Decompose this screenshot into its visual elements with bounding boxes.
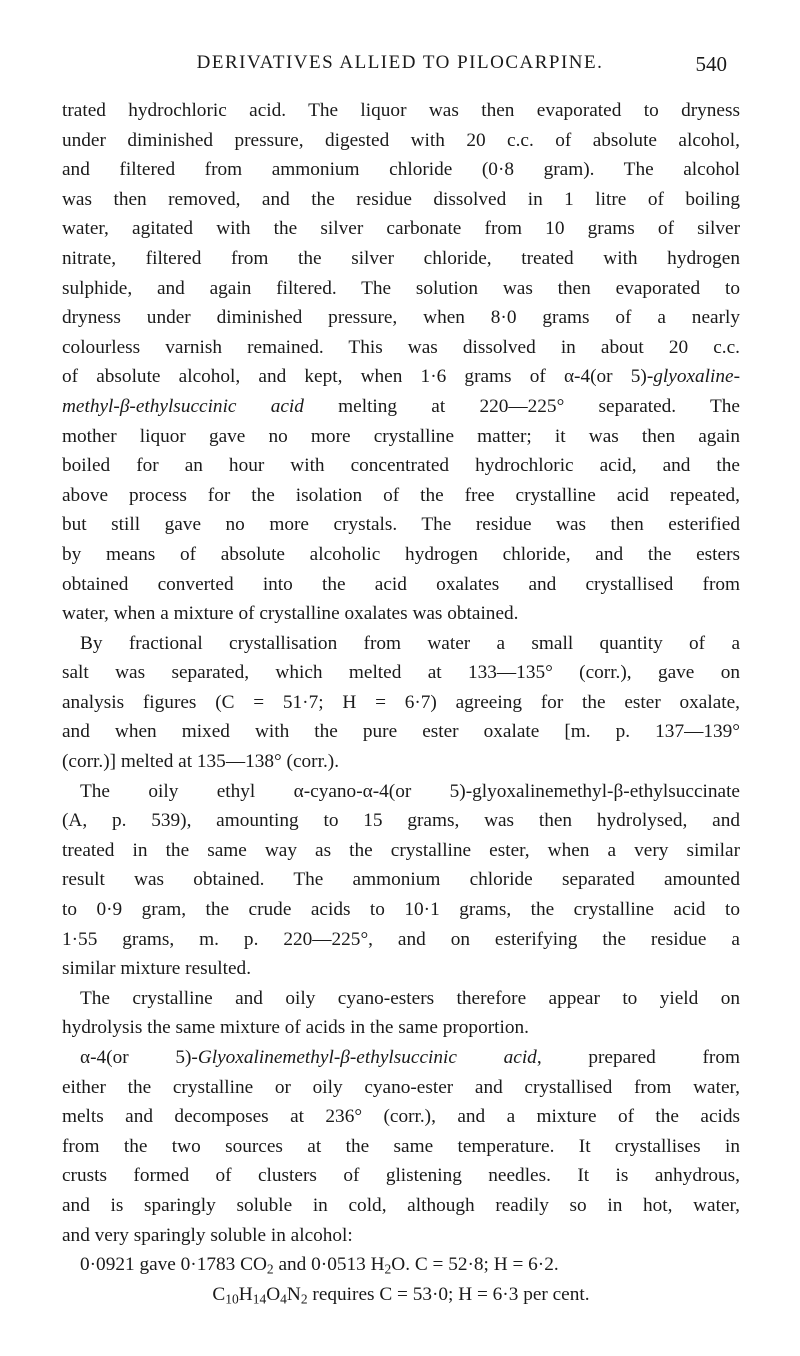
text-line	[62, 274, 740, 304]
text-run: but still gave no more crystals. The residue was then esterified	[62, 514, 740, 536]
subscript: 10	[225, 1291, 239, 1307]
text-run: melts and decomposes at 236° (corr.), and a mixture of the acids	[62, 1106, 740, 1128]
text-run: boiled for an hour with concentrated hydrochloric acid, and the	[62, 455, 740, 477]
italic-text: methyl-β-ethylsuccinic acid	[62, 395, 304, 417]
text-run: and is sparingly soluble in cold, although readily so in hot, water,	[62, 1194, 740, 1216]
text-run: crusts formed of clusters of glistening needles. It is anhydrous,	[62, 1165, 740, 1187]
text-run: by means of absolute alcoholic hydrogen chloride, and the esters	[62, 543, 740, 565]
text-run: The oily ethyl α-cyano-α-4(or 5)-glyoxalinemethyl-β-ethylsuccinate	[80, 780, 740, 802]
text-line	[62, 214, 740, 244]
text-line	[62, 954, 740, 984]
text-line	[62, 747, 740, 777]
text-line	[62, 925, 740, 955]
text-run: either the crystalline or oily cyano-ester and crystallised from water,	[62, 1076, 740, 1098]
text-line	[62, 1132, 740, 1162]
running-title: DERIVATIVES ALLIED TO PILOCARPINE.	[196, 52, 604, 73]
text-line	[62, 422, 740, 452]
text-line	[62, 1013, 740, 1043]
text-run: water, agitated with the silver carbonate from 10 grams of silver	[62, 218, 740, 240]
text-run: (corr.)] melted at 135—138° (corr.).	[62, 751, 340, 773]
text-run: dryness under diminished pressure, when 8·0 grams of a nearly	[62, 307, 740, 329]
text-run: analysis figures (C = 51·7; H = 6·7) agreeing for the ester oxalate,	[62, 691, 740, 713]
text-line	[62, 806, 740, 836]
text-line	[62, 392, 740, 422]
text-run: The crystalline and oily cyano-esters therefore appear to yield on	[80, 987, 740, 1009]
text-line	[62, 96, 740, 126]
text-line	[62, 1191, 740, 1221]
text-run: hydrolysis the same mixture of acids in the same proportion.	[62, 1017, 529, 1039]
italic-text: Glyoxalinemethyl-β-ethylsuccinic acid	[197, 1047, 537, 1068]
text-line	[62, 1073, 740, 1103]
text-line	[62, 362, 740, 392]
text-run: requires C = 53·0; H = 6·3 per cent.	[307, 1283, 590, 1305]
text-line	[62, 895, 740, 925]
subscript: 2	[300, 1291, 308, 1307]
text-line	[62, 1102, 740, 1132]
text-run: water, when a mixture of crystalline oxalates was obtained.	[62, 603, 519, 625]
text-line	[62, 510, 740, 540]
text-run: obtained converted into the acid oxalates and crystallised from	[62, 573, 740, 595]
text-run: from the two sources at the same temperature. It crystallises in	[62, 1135, 740, 1157]
text-run: By fractional crystallisation from water a small quantity of a	[80, 632, 740, 654]
subscript: 2	[266, 1261, 274, 1277]
text-line	[62, 481, 740, 511]
text-line	[62, 244, 740, 274]
text-line	[62, 540, 740, 570]
text-run: under diminished pressure, digested with 20 c.c. of absolute alcohol,	[62, 129, 740, 151]
text-run: mother liquor gave no more crystalline matter; it was then again	[62, 425, 740, 447]
text-line	[62, 658, 740, 688]
text-line	[62, 451, 740, 481]
text-run: of absolute alcohol, and kept, when 1·6 grams of α-4(or 5)-	[62, 366, 654, 388]
text-run: (A, p. 539), amounting to 15 grams, was then hydrolysed, and	[62, 810, 740, 832]
text-run: trated hydrochloric acid. The liquor was then evaporated to dryness	[62, 100, 740, 121]
text-run: result was obtained. The ammonium chloride separated amounted	[62, 869, 740, 891]
subscript: 14	[252, 1291, 267, 1307]
subscript: 4	[280, 1291, 287, 1307]
text-run: H	[238, 1283, 253, 1305]
text-run: treated in the same way as the crystalline ester, when a very similar	[62, 839, 740, 861]
text-run: and filtered from ammonium chloride (0·8 gram). The alcohol	[62, 159, 740, 181]
text-run: N	[286, 1283, 301, 1305]
text-line	[62, 1250, 740, 1280]
text-run: and very sparingly soluble in alcohol:	[62, 1224, 353, 1246]
text-run: melting at 220—225° separated. The	[303, 395, 740, 417]
text-run: above process for the isolation of the free crystalline acid repeated,	[62, 484, 740, 506]
text-line	[62, 777, 740, 807]
text-line	[62, 333, 740, 363]
text-line	[62, 570, 740, 600]
text-run: sulphide, and again filtered. The solution was then evaporated to	[62, 277, 740, 299]
text-run: 0·0921 gave 0·1783 CO	[80, 1254, 267, 1276]
text-run: nitrate, filtered from the silver chloride, treated with hydrogen	[62, 247, 740, 269]
text-line	[62, 717, 740, 747]
text-line	[62, 836, 740, 866]
text-line	[62, 688, 740, 718]
text-line	[62, 1221, 740, 1251]
text-line	[62, 1280, 740, 1310]
italic-text: glyoxaline-	[653, 366, 740, 388]
subscript: 2	[384, 1261, 392, 1277]
page-number: 540	[695, 52, 727, 76]
text-run: α-4(or 5)-	[80, 1047, 198, 1068]
text-line	[62, 984, 740, 1014]
body-text	[62, 96, 740, 1309]
text-run: O	[266, 1283, 281, 1305]
text-line	[62, 1043, 740, 1073]
text-run: was then removed, and the residue dissolved in 1 litre of boiling	[62, 188, 740, 210]
text-line	[62, 1161, 740, 1191]
text-run: salt was separated, which melted at 133—135° (corr.), gave on	[62, 662, 740, 684]
text-run: 1·55 grams, m. p. 220—225°, and on esterifying the residue a	[62, 928, 740, 950]
text-line	[62, 865, 740, 895]
text-run: O. C = 52·8; H = 6·2.	[391, 1254, 559, 1276]
page-header	[0, 52, 800, 82]
text-line	[62, 126, 740, 156]
text-line	[62, 629, 740, 659]
text-run: , prepared from	[536, 1047, 740, 1068]
text-run: and 0·0513 H	[273, 1254, 385, 1276]
text-run: C	[212, 1283, 226, 1305]
text-run: and when mixed with the pure ester oxalate [m. p. 137—139°	[62, 721, 740, 743]
text-line	[62, 155, 740, 185]
text-line	[62, 185, 740, 215]
text-run: similar mixture resulted.	[62, 958, 252, 980]
text-line	[62, 303, 740, 333]
text-run: colourless varnish remained. This was dissolved in about 20 c.c.	[62, 336, 740, 358]
text-line	[62, 599, 740, 629]
text-run: to 0·9 gram, the crude acids to 10·1 grams, the crystalline acid to	[62, 899, 740, 921]
